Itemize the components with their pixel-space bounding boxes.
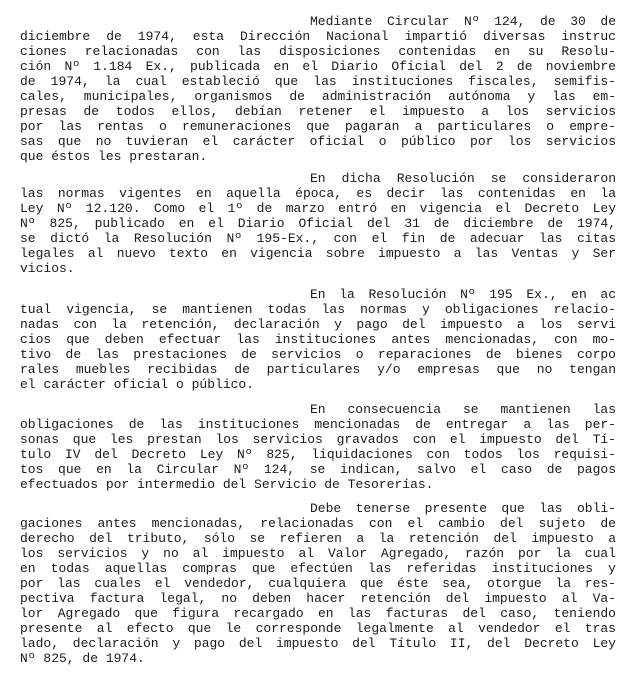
text-line: En consecuencia se mantienen las — [310, 402, 616, 417]
text-line: En dicha Resolución se consideraron — [310, 171, 616, 186]
text-line: diciembre de 1974, esta Dirección Nacional impartió diversas instruc — [20, 29, 616, 44]
text-line: lor Agregado que figura recargado en las facturas del caso, teniendo — [20, 606, 616, 621]
text-line: se dictó la Resolución Nº 195-Ex., con el fin de adecuar las citas — [20, 231, 616, 246]
text-line: tual vigencia, se mantienen todas las normas y obligaciones relacio- — [20, 302, 616, 317]
text-line: presas de todos ellos, debían retener el impuesto a los servicios — [20, 104, 616, 119]
text-line: presente al efecto que le corresponde legalmente al vendedor el tras — [20, 621, 616, 636]
text-line: rales muebles recibidas de particulares y/o empresas que no tengan — [20, 362, 616, 377]
text-line: nadas con la retención, declaración y pago del impuesto a los servi — [20, 317, 616, 332]
text-line: efectuados por intermedio del Servicio de Tesorerías. — [20, 477, 434, 492]
text-line: por las rentas o remuneraciones que pagaran a particulares o empre- — [20, 119, 616, 134]
text-line: por las cuales el vendedor, cualquiera que éste sea, otorgue la res- — [20, 576, 616, 591]
paragraph-vigencia — [20, 287, 616, 392]
text-line: en todas aquellas compras que efectúen las referidas instituciones y — [20, 561, 616, 576]
text-line: sonas que les prestan los servicios gravados con el impuesto del Tí- — [20, 432, 616, 447]
text-line: lado, declaración y pago del impuesto del Título II, del Decreto Ley — [20, 636, 616, 651]
paragraph-resolucion-195 — [20, 171, 616, 276]
text-line: obligaciones de las instituciones mencionadas de entregar a las per- — [20, 417, 616, 432]
text-line: En la Resolución Nº 195 Ex., en ac — [310, 287, 616, 302]
text-line: vicios. — [20, 261, 75, 276]
text-line: gaciones antes mencionadas, relacionadas con el cambio del sujeto de — [20, 516, 616, 531]
paragraph-iva — [20, 501, 616, 666]
text-line: los servicios y no al impuesto al Valor Agregado, razón por la cual — [20, 546, 616, 561]
text-line: Debe tenerse presente que las obli- — [310, 501, 616, 516]
text-line: sas que no tuvieran el carácter oficial o público por los servicios — [20, 134, 616, 149]
text-line: ciones relacionadas con las disposiciones contenidas en su Resolu- — [20, 44, 616, 59]
paragraph-circular-124 — [20, 14, 616, 164]
text-line: Ley Nº 12.120. Como el 1º de marzo entró en vigencia el Decreto Ley — [20, 201, 616, 216]
text-line: Mediante Circular Nº 124, de 30 de — [310, 14, 616, 29]
text-line: de 1974, la cual estableció que las instituciones fiscales, semifis- — [20, 74, 616, 89]
text-line: tos que en la Circular Nº 124, se indican, salvo el caso de pagos — [20, 462, 616, 477]
text-line: Nº 825, de 1974. — [20, 651, 145, 666]
text-line: ción Nº 1.184 Ex., publicada en el Diario Oficial del 2 de noviembre — [20, 59, 616, 74]
paragraph-consecuencia — [20, 402, 616, 492]
text-line: legales al nuevo texto en vigencia sobre impuesto a las Ventas y Ser — [20, 246, 616, 261]
text-line: las normas vigentes en aquella época, es decir las contenidas en la — [20, 186, 616, 201]
text-line: cales, municipales, organismos de administración autónoma y las em- — [20, 89, 616, 104]
text-line: el carácter oficial o público. — [20, 377, 255, 392]
text-line: tulo IV del Decreto Ley Nº 825, liquidaciones con todos los requisi- — [20, 447, 616, 462]
text-line: pectiva factura legal, no deben hacer retención del impuesto al Va- — [20, 591, 616, 606]
text-line: Nº 825, publicado en el Diario Oficial del 31 de diciembre de 1974, — [20, 216, 616, 231]
text-line: tivo de las prestaciones de servicios o reparaciones de bienes corpo — [20, 347, 616, 362]
text-line: derecho del tributo, sólo se refieren a la retención del impuesto a — [20, 531, 616, 546]
text-line: que éstos les prestaran. — [20, 149, 208, 164]
text-line: cios que deben efectuar las instituciones antes mencionadas, con mo- — [20, 332, 616, 347]
